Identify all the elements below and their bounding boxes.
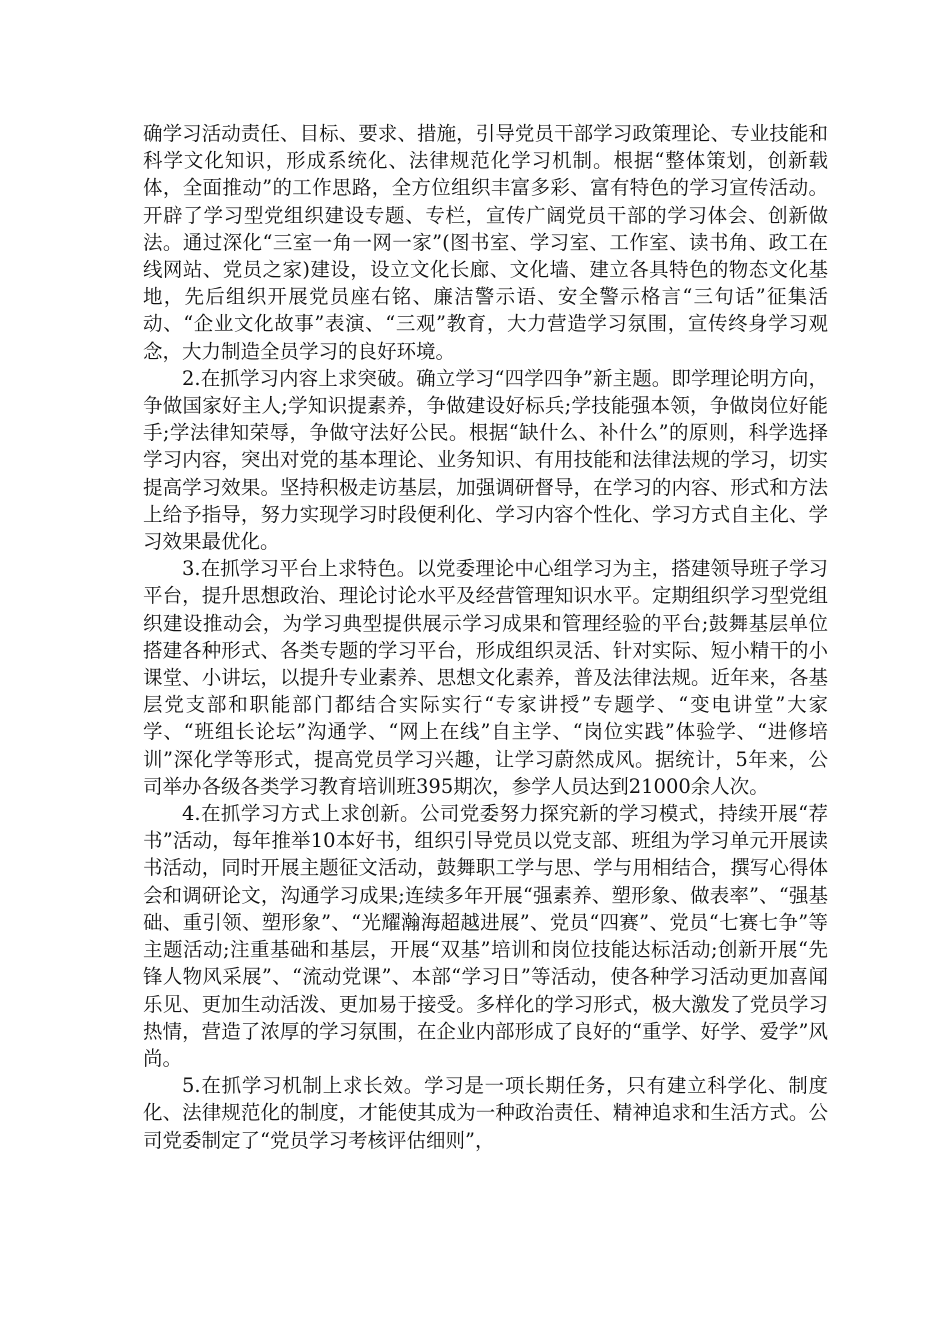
body-paragraph: 确学习活动责任、目标、要求、措施，引导党员干部学习政策理论、专业技能和科学文化知识，形成系统化、法律规范化学习机制。根据“整体策划，创新载体，全面推动”的工作思路，全方位组织丰富多彩、富有特色的学习宣传活动。开辟了学习型党组织建设专题、专栏，宣传广阔党员干部的学习体会、创新做法。通过深化“三室一角一网一家”(图书室、学习室、工作室、读书角、政工在线网站、党员之家)建设，设立文化长廊、文化墙、建立各具特色的物态文化基地，先后组织开展党员座右铭、廉洁警示语、安全警示格言“三句话”征集活动、“企业文化故事”表演、“三观”教育，大力营造学习氛围，宣传终身学习观念，大力制造全员学习的良好环境。 (143, 122, 828, 363)
body-paragraph-platform-feature: 3.在抓学习平台上求特色。以党委理论中心组学习为主，搭建领导班子学习平台，提升思想政治、理论讨论水平及经营管理知识水平。定期组织学习型党组织建设推动会，为学习典型提供展示学习成果和管理经验的平台;鼓舞基层单位搭建各种形式、各类专题的学习平台，形成组织灵活、针对实际、短小精干的小课堂、小讲坛，以提升专业素养、思想文化素养，普及法律法规。近年来，各基层党支部和职能部门都结合实际实行“专家讲授”专题学、“变电讲堂”大家学、“班组长论坛”沟通学、“网上在线”自主学、“岗位实践”体验学、“进修培训”深化学等形式，提高党员学习兴趣，让学习蔚然成风。据统计，5年来，公司举办各级各类学习教育培训班395期次，参学人员达到21000余人次。 (143, 557, 828, 798)
body-paragraph-mechanism-longterm: 5.在抓学习机制上求长效。学习是一项长期任务，只有建立科学化、制度化、法律规范化的制度，才能使其成为一种政治责任、精神追求和生活方式。公司党委制定了“党员学习考核评估细则”， (143, 1074, 828, 1152)
body-paragraph-content-breakthrough: 2.在抓学习内容上求突破。确立学习“四学四争”新主题。即学理论明方向，争做国家好主人;学知识提素养，争做建设好标兵;学技能强本领，争做岗位好能手;学法律知荣辱，争做守法好公民。根据“缺什么、补什么”的原则，科学选择学习内容，突出对党的基本理论、业务知识、有用技能和法律法规的学习，切实提高学习效果。坚持积极走访基层，加强调研督导，在学习的内容、形式和方法上给予指导，努力实现学习时段便利化、学习内容个性化、学习方式自主化、学习效果最优化。 (143, 366, 828, 554)
body-paragraph-method-innovation: 4.在抓学习方式上求创新。公司党委努力探究新的学习模式，持续开展“荐书”活动，每年推举10本好书，组织引导党员以党支部、班组为学习单元开展读书活动，同时开展主题征文活动，鼓舞职工学与思、学与用相结合，撰写心得体会和调研论文，沟通学习成果;连续多年开展“强素养、塑形象、做表率”、“强基础、重引领、塑形象”、“光耀瀚海超越进展”、党员“四赛”、党员“七赛七争”等主题活动;注重基础和基层，开展“双基”培训和岗位技能达标活动;创新开展“先锋人物风采展”、“流动党课”、本部“学习日”等活动，使各种学习活动更加喜闻乐见、更加生动活泼、更加易于接受。多样化的学习形式，极大激发了党员学习热情，营造了浓厚的学习氛围，在企业内部形成了良好的“重学、好学、爱学”风尚。 (143, 802, 828, 1070)
document-page (143, 120, 828, 1154)
